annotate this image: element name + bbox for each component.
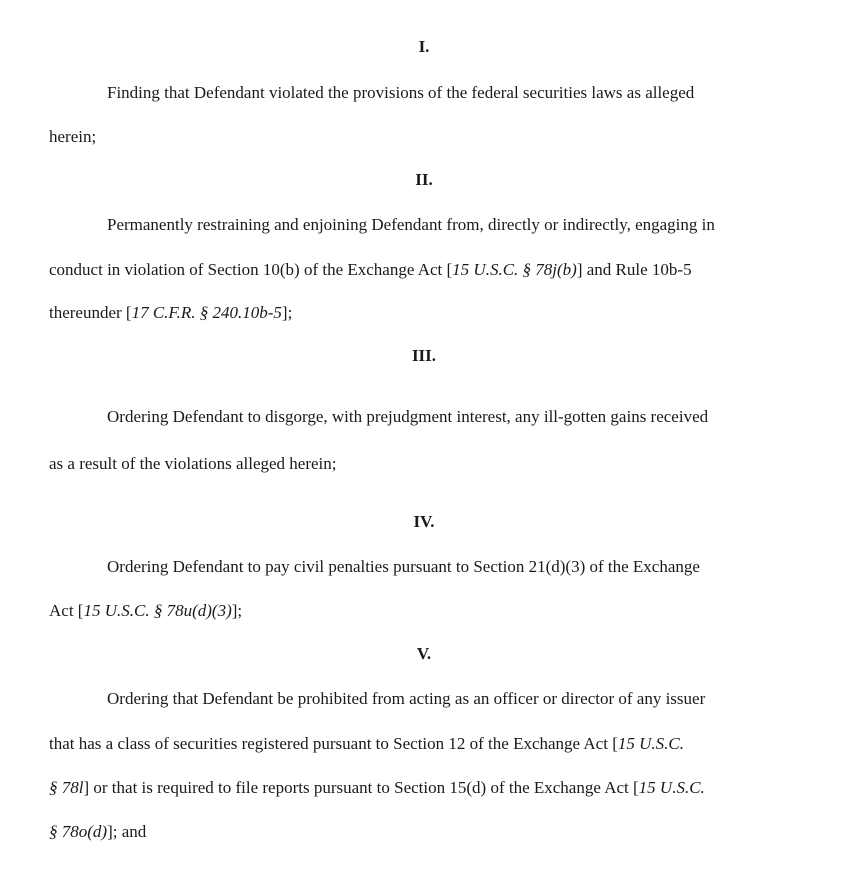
paragraph-line: as a result of the violations alleged herein; (49, 454, 337, 473)
line-text: ]; (281, 303, 293, 322)
section-heading-i: I. (418, 37, 430, 56)
paragraph-line (49, 600, 242, 622)
section-heading-iii: III. (411, 346, 437, 365)
paragraph-line (49, 777, 705, 799)
paragraph-line: Finding that Defendant violated the provisions of the federal securities laws as alleged (107, 83, 695, 102)
paragraph-line: herein; (49, 127, 97, 146)
statute-citation: 15 U.S.C. (617, 734, 684, 753)
line-text: ]; and (107, 822, 147, 841)
paragraph-line (49, 259, 692, 281)
paragraph-line (49, 302, 292, 324)
paragraph-line: Ordering Defendant to pay civil penalties pursuant to Section 21(d)(3) of the Exchange (107, 557, 700, 576)
paragraph-line: Ordering Defendant to disgorge, with prejudgment interest, any ill-gotten gains received (107, 407, 709, 426)
line-text: ] or that is required to file reports pursuant to Section 15(d) of the Exchange Act [ (83, 778, 639, 797)
statute-citation: 15 U.S.C. § 78j(b) (452, 260, 577, 279)
statute-citation: § 78o(d) (49, 822, 108, 841)
line-text: Act [ (49, 601, 84, 620)
regulation-citation: 17 C.F.R. § 240.10b-5 (131, 303, 282, 322)
line-text: conduct in violation of Section 10(b) of the Exchange Act [ (49, 260, 453, 279)
section-heading-iv: IV. (413, 512, 435, 531)
statute-citation: 15 U.S.C. § 78u(d)(3) (83, 601, 232, 620)
paragraph-line (49, 821, 146, 843)
statute-citation: 15 U.S.C. (638, 778, 705, 797)
line-text: thereunder [ (49, 303, 132, 322)
paragraph-line (49, 733, 684, 755)
section-heading-v: V. (416, 644, 432, 663)
paragraph-line: Ordering that Defendant be prohibited from acting as an officer or director of any issuer (107, 689, 706, 708)
section-heading-ii: II. (415, 170, 433, 189)
statute-citation: § 78l (49, 778, 84, 797)
line-text: ] and Rule 10b-5 (576, 260, 692, 279)
line-text: ]; (231, 601, 243, 620)
line-text: that has a class of securities registered pursuant to Section 12 of the Exchange Act [ (49, 734, 618, 753)
paragraph-line: Permanently restraining and enjoining Defendant from, directly or indirectly, engaging in (107, 215, 715, 234)
